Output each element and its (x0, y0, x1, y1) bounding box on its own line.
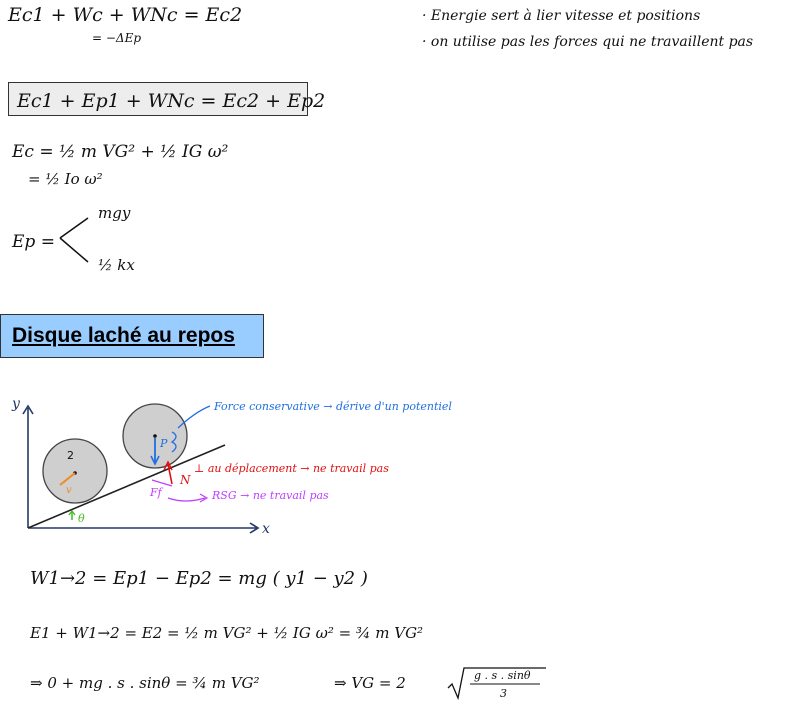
equation-potential-energy-label: Ep = (12, 232, 55, 252)
equation-final-left: ⇒ 0 + mg . s . sinθ = ¾ m VG² (30, 674, 260, 692)
disk-2-center (153, 434, 157, 438)
equation-work: W1→2 = Ep1 − Ep2 = mg ( y1 − y2 ) (30, 568, 368, 589)
equation-wc-substitution: = −ΔEp (92, 31, 142, 45)
angle-label: θ (78, 512, 85, 525)
y-axis-label: y (12, 396, 20, 412)
section-title: Disque laché au repos (12, 324, 235, 347)
boxed-equation-text: Ec1 + Ep1 + WNc = Ec2 + Ep2 (17, 90, 326, 112)
x-axis-label: x (262, 521, 270, 537)
equation-energy-balance: Ec1 + Wc + WNc = Ec2 (8, 4, 243, 26)
ep-branch-lines (60, 218, 88, 262)
note-non-working-forces: · on utilise pas les forces qui ne travaillent pas (422, 34, 754, 50)
equation-kinetic-energy: Ec = ½ m VG² + ½ IG ω² (12, 142, 229, 162)
disk-1-label: 2 (67, 449, 74, 462)
weight-label: P (160, 437, 168, 450)
disk-position-2 (43, 439, 107, 503)
annotation-conservative-force: Force conservative → dérive d'un potentiel (214, 400, 452, 413)
sqrt-denominator: 3 (500, 687, 507, 700)
potential-gravity: mgy (98, 204, 131, 222)
equation-final-right: ⇒ VG = 2 (334, 674, 406, 692)
friction-label: Ff (150, 486, 162, 499)
note-energy-links: · Energie sert à lier vitesse et positions (422, 8, 701, 24)
purple-connector (168, 498, 205, 501)
equation-energy-sum: E1 + W1→2 = E2 = ½ m VG² + ½ IG ω² = ¾ m VG² (30, 624, 424, 642)
equation-kinetic-energy-alt: = ½ Io ω² (28, 170, 103, 188)
velocity-label: v (66, 485, 72, 496)
sqrt-numerator: g . s . sinθ (474, 669, 531, 682)
potential-spring: ½ kx (98, 256, 135, 274)
normal-force-label: N (180, 473, 191, 487)
annotation-normal-force: ⊥ au déplacement → ne travail pas (194, 462, 389, 475)
annotation-friction: RSG → ne travail pas (212, 489, 329, 502)
